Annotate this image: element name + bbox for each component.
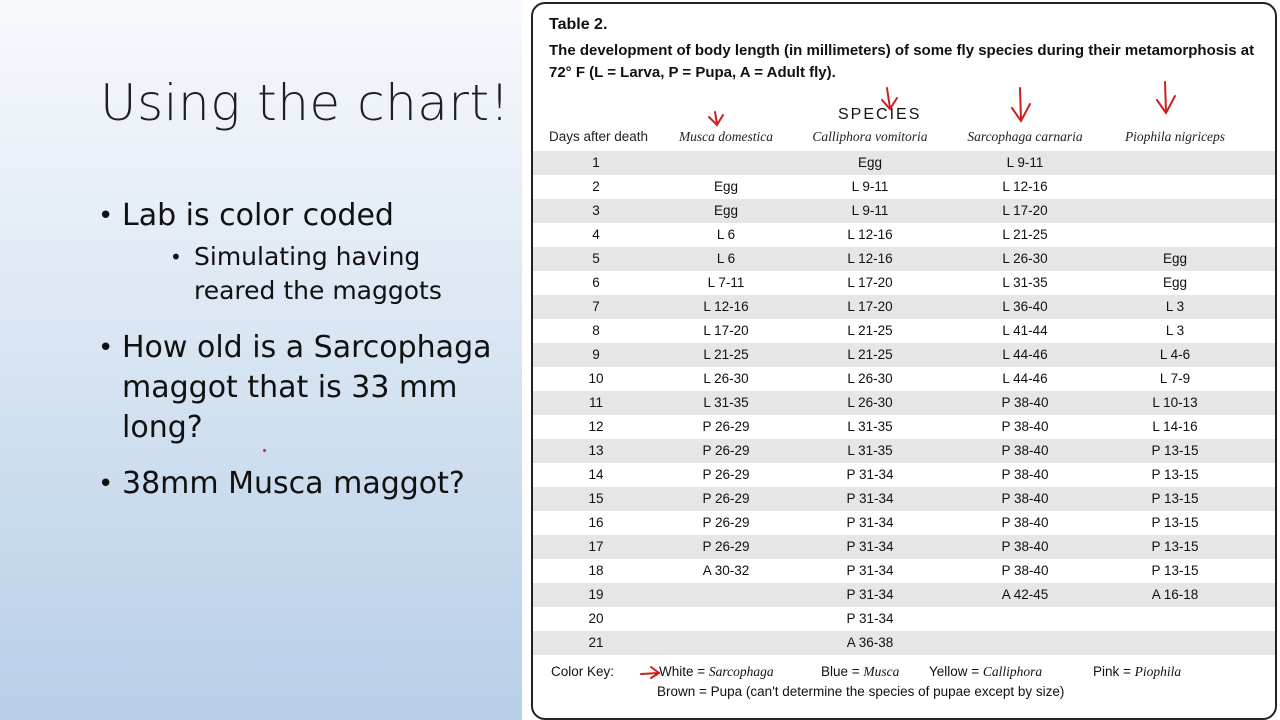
table-cell: 2 bbox=[592, 179, 600, 194]
table-cell: 1 bbox=[592, 155, 600, 170]
column-header-calliphora: Calliphora vomitoria bbox=[812, 129, 928, 144]
column-header-piophila: Piophila nigriceps bbox=[1124, 129, 1226, 144]
table-cell: 16 bbox=[588, 515, 604, 530]
table-row bbox=[533, 271, 1275, 295]
table-cell: A 36-38 bbox=[846, 635, 894, 650]
table-cell: L 3 bbox=[1165, 323, 1185, 338]
table-cell: 6 bbox=[592, 275, 600, 290]
table-cell: P 38-40 bbox=[1001, 563, 1049, 578]
table-row bbox=[533, 607, 1275, 631]
table-cell: 13 bbox=[588, 443, 604, 458]
table-cell: 17 bbox=[588, 539, 604, 554]
table-cell bbox=[663, 607, 789, 631]
table-cell: 21 bbox=[588, 635, 604, 650]
arrow-right-icon bbox=[639, 664, 663, 680]
arrow-down-icon bbox=[1012, 88, 1030, 121]
table-cell bbox=[955, 631, 1095, 655]
table-cell: P 38-40 bbox=[1001, 467, 1049, 482]
table-row bbox=[533, 367, 1275, 391]
table-row bbox=[533, 199, 1275, 223]
table-row bbox=[533, 343, 1275, 367]
table-panel bbox=[531, 2, 1277, 720]
table-cell: L 9-11 bbox=[851, 179, 889, 194]
table-cell: P 38-40 bbox=[1001, 419, 1049, 434]
red-arrow-annotations bbox=[533, 4, 1275, 154]
table-cell: Egg bbox=[713, 179, 739, 194]
table-cell: P 31-34 bbox=[846, 587, 894, 602]
sub-bullet-item bbox=[170, 240, 498, 308]
table-cell: L 12-16 bbox=[1002, 179, 1048, 194]
bullet-text: Lab is color coded bbox=[122, 198, 394, 233]
table-cell bbox=[1105, 151, 1245, 175]
table-cell: L 36-40 bbox=[1002, 299, 1048, 314]
color-key-item: Pink = Piophila bbox=[1093, 664, 1182, 679]
table-row bbox=[533, 415, 1275, 439]
table-cell: L 31-35 bbox=[847, 443, 893, 458]
table-cell: L 26-30 bbox=[1002, 251, 1048, 266]
table-cell: L 17-20 bbox=[703, 323, 749, 338]
table-cell: A 30-32 bbox=[702, 563, 750, 578]
table-cell: L 12-16 bbox=[703, 299, 749, 314]
table-cell: P 26-29 bbox=[702, 515, 750, 530]
table-caption: The development of body length (in millimeters) of some fly species during their metamorphosis at 72° F (L = Larva, P = Pupa, A = Adult fly). bbox=[549, 42, 1255, 81]
table-cell: A 42-45 bbox=[1001, 587, 1049, 602]
column-header-sarcophaga: Sarcophaga carnaria bbox=[967, 129, 1083, 144]
sub-bullet-text: Simulating having reared the maggots bbox=[194, 242, 442, 305]
table-cell bbox=[955, 607, 1095, 631]
table-cell: L 21-25 bbox=[703, 347, 749, 362]
table-cell bbox=[1105, 607, 1245, 631]
table-row bbox=[533, 583, 1275, 607]
color-key-label: Color Key: bbox=[551, 664, 615, 679]
table-cell: L 41-44 bbox=[1002, 323, 1048, 338]
table-row bbox=[533, 631, 1275, 655]
table-cell: P 13-15 bbox=[1151, 443, 1199, 458]
table-cell: L 3 bbox=[1165, 299, 1185, 314]
table-cell: P 31-34 bbox=[846, 491, 894, 506]
table-cell: L 31-35 bbox=[847, 419, 893, 434]
table-cell: 8 bbox=[592, 323, 600, 338]
table-cell bbox=[1105, 175, 1245, 199]
table-cell: P 38-40 bbox=[1001, 443, 1049, 458]
table-row bbox=[533, 247, 1275, 271]
table-body bbox=[533, 151, 1275, 655]
bullet-list bbox=[98, 196, 498, 520]
column-header-days: Days after death bbox=[549, 129, 649, 144]
table-cell: 5 bbox=[592, 251, 600, 266]
table-cell: 7 bbox=[592, 299, 600, 314]
table-cell: P 13-15 bbox=[1151, 515, 1199, 530]
color-key-item: White = Sarcophaga bbox=[659, 664, 774, 679]
table-cell: L 9-11 bbox=[1006, 155, 1044, 170]
table-cell: P 31-34 bbox=[846, 563, 894, 578]
table-cell: P 38-40 bbox=[1001, 539, 1049, 554]
table-cell: P 13-15 bbox=[1151, 491, 1199, 506]
table-cell: 18 bbox=[588, 563, 604, 578]
table-cell: 19 bbox=[588, 587, 604, 602]
table-cell: L 26-30 bbox=[847, 395, 893, 410]
bullet-text: 38mm Musca maggot? bbox=[122, 466, 465, 501]
table-cell: L 26-30 bbox=[703, 371, 749, 386]
table-cell: L 14-16 bbox=[1152, 419, 1198, 434]
table-cell: L 10-13 bbox=[1152, 395, 1198, 410]
table-cell: L 21-25 bbox=[847, 347, 893, 362]
table-cell: P 26-29 bbox=[702, 539, 750, 554]
color-key-note: Brown = Pupa (can't determine the species of pupae except by size) bbox=[657, 684, 1065, 699]
table-cell: P 38-40 bbox=[1001, 515, 1049, 530]
table-cell: L 21-25 bbox=[847, 323, 893, 338]
table-cell: L 12-16 bbox=[847, 227, 893, 242]
bullet-item bbox=[98, 328, 498, 448]
arrow-down-icon bbox=[1157, 82, 1175, 113]
table-title: Table 2. bbox=[549, 16, 608, 33]
table-cell: P 31-34 bbox=[846, 467, 894, 482]
table-cell: L 31-35 bbox=[703, 395, 749, 410]
table-cell: L 31-35 bbox=[1002, 275, 1048, 290]
table-cell: L 7-9 bbox=[1159, 371, 1191, 386]
table-cell: P 31-34 bbox=[846, 611, 894, 626]
table-row bbox=[533, 319, 1275, 343]
table-cell bbox=[663, 631, 789, 655]
species-heading: SPECIES bbox=[838, 106, 922, 123]
table-cell: P 26-29 bbox=[702, 467, 750, 482]
table-row bbox=[533, 487, 1275, 511]
table-cell: L 6 bbox=[716, 227, 736, 242]
table-cell bbox=[663, 151, 789, 175]
table-cell: 9 bbox=[592, 347, 600, 362]
arrow-down-icon bbox=[882, 88, 897, 109]
table-row bbox=[533, 175, 1275, 199]
table-cell: L 21-25 bbox=[1002, 227, 1048, 242]
color-key-item: Blue = Musca bbox=[821, 664, 900, 679]
table-cell: P 38-40 bbox=[1001, 491, 1049, 506]
bullet-text: How old is a Sarcophaga maggot that is 33 mm long? bbox=[122, 330, 492, 445]
table-cell: P 31-34 bbox=[846, 515, 894, 530]
bullet-item bbox=[98, 464, 498, 504]
table-cell: L 44-46 bbox=[1002, 371, 1048, 386]
table-cell: P 13-15 bbox=[1151, 467, 1199, 482]
table-cell: Egg bbox=[857, 155, 883, 170]
table-row bbox=[533, 439, 1275, 463]
table-cell: L 6 bbox=[716, 251, 736, 266]
table-cell: P 26-29 bbox=[702, 419, 750, 434]
bullet-item bbox=[98, 196, 498, 308]
arrow-down-icon bbox=[709, 112, 723, 125]
table-cell: 20 bbox=[588, 611, 604, 626]
table-row bbox=[533, 511, 1275, 535]
table-cell: P 13-15 bbox=[1151, 563, 1199, 578]
table-cell: Egg bbox=[1162, 251, 1188, 266]
slide-left-pane bbox=[0, 0, 522, 720]
table-cell: P 26-29 bbox=[702, 443, 750, 458]
table-cell bbox=[663, 583, 789, 607]
table-cell: L 7-11 bbox=[707, 275, 745, 290]
table-cell: 4 bbox=[592, 227, 600, 242]
table-cell: L 17-20 bbox=[1002, 203, 1048, 218]
color-key-item: Yellow = Calliphora bbox=[929, 664, 1043, 679]
table-cell: 12 bbox=[588, 419, 604, 434]
table-cell: 14 bbox=[588, 467, 604, 482]
table-row bbox=[533, 535, 1275, 559]
table-row bbox=[533, 151, 1275, 175]
table-cell: L 44-46 bbox=[1002, 347, 1048, 362]
table-cell: L 17-20 bbox=[847, 299, 893, 314]
table-cell bbox=[1105, 199, 1245, 223]
table-cell: L 4-6 bbox=[1159, 347, 1191, 362]
table-cell: P 38-40 bbox=[1001, 395, 1049, 410]
table-cell: 11 bbox=[588, 395, 603, 410]
table-cell bbox=[1105, 223, 1245, 247]
table-cell: L 17-20 bbox=[847, 275, 893, 290]
table-cell: A 16-18 bbox=[1151, 587, 1199, 602]
table-cell bbox=[1105, 631, 1245, 655]
table-cell: 3 bbox=[592, 203, 600, 218]
table-cell: 10 bbox=[588, 371, 604, 386]
table-cell: L 12-16 bbox=[847, 251, 893, 266]
table-cell: P 13-15 bbox=[1151, 539, 1199, 554]
ink-dot-annotation bbox=[263, 449, 266, 452]
column-header-musca: Musca domestica bbox=[678, 129, 774, 144]
slide-title: Using the chart! bbox=[100, 74, 511, 132]
table-cell: L 26-30 bbox=[847, 371, 893, 386]
table-cell: Egg bbox=[713, 203, 739, 218]
table-row bbox=[533, 391, 1275, 415]
table-cell: P 31-34 bbox=[846, 539, 894, 554]
table-cell: P 26-29 bbox=[702, 491, 750, 506]
table-cell: 15 bbox=[588, 491, 604, 506]
table-cell: L 9-11 bbox=[851, 203, 889, 218]
table-row bbox=[533, 463, 1275, 487]
table-row bbox=[533, 559, 1275, 583]
table-row bbox=[533, 223, 1275, 247]
table-row bbox=[533, 295, 1275, 319]
table-cell: Egg bbox=[1162, 275, 1188, 290]
